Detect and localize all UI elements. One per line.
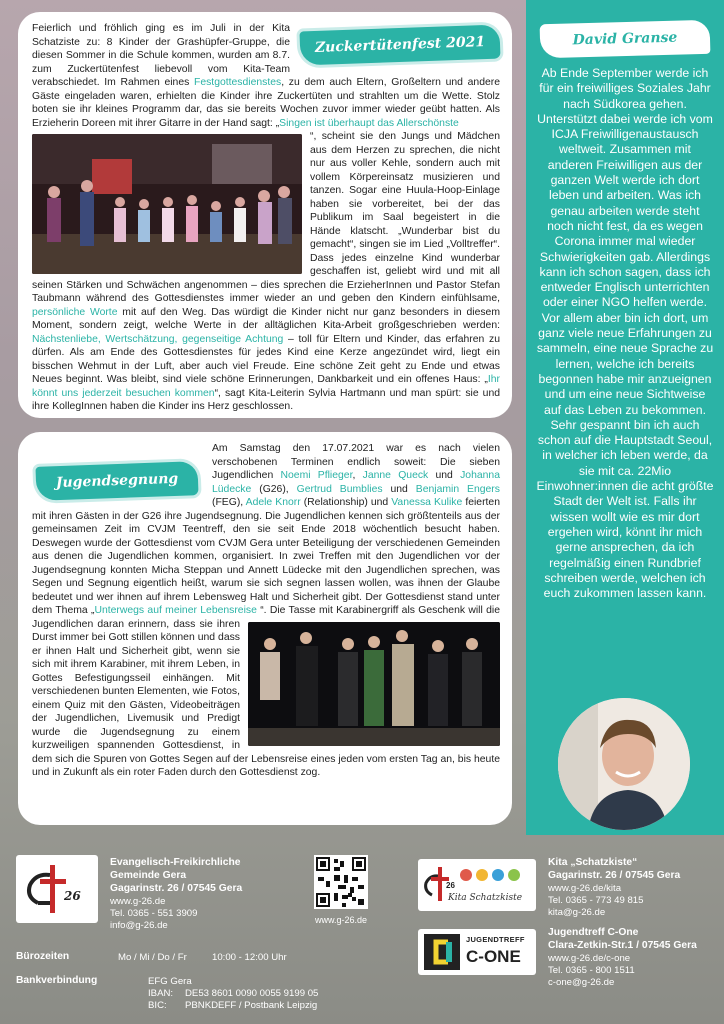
iban-label: IBAN: — [148, 988, 174, 999]
sidebar-text: Ab Ende September werde ich für ein freiwilliges Soziales Jahr nach Südkorea gehen. Unterstützt dabei werde ich vom ICJA Freiwilligenaustausch weltweit. Zusammen mit anderen Freiwilligen aus der ganzen Welt werde ich dort leben und arbeiten. Was ich genau arbeiten werde steht noch nicht fest, da es wegen Corona immer mal wieder Schwierigkeiten gab. Allerdings kann ich schon sagen, dass ich entweder Englisch unterrichten oder einer NGO helfen werde. Vor allem aber bin ich dort, um ganz viele neue Erfahrungen zu sammeln, eine neue Sprache zu lernen, welche ich bereits begonnen habe mir anzueignen und um eine neue Sichtweise auf das Leben zu bekommen. Sehr gespannt bin ich auch schon auf die Hauptstadt Seoul, in welcher ich leben werde, da sie mit ca. 22Mio Einwohner:innen die acht größte Stadt der Welt ist. Falls ihr wissen wollt wie es mir dort ergehen wird, könnt ihr mich gerne ansprechen, da ich regelmäßig einen Rundbrief schreiben werde, welchen ich euch zukommen lassen kann. — [536, 66, 714, 601]
name-highlight: Vanessa Kulike — [391, 497, 463, 509]
zuckertuetenfest-banner: Zuckertütenfest 2021 — [299, 25, 500, 66]
bank-label: Bankverbindung — [16, 975, 98, 986]
name-highlight: Gertrud Bumblies — [296, 483, 383, 495]
kita-children-photo — [32, 134, 302, 274]
g26-contact: Evangelisch-Freikirchliche Gemeinde Gera Gagarinstr. 26 / 07545 Gera www.g-26.de Tel. 0365 - 551 3909 info@g-26.de — [110, 857, 290, 932]
article-text-continued: “, scheint sie den Jungs und Mädchen aus dem Herzen zu sprechen, die nicht nur aus voller Kehle, sondern auch mit vollem Körpereinsatz musizieren und tanzen. Sogar eine Huula-Hoop-Einlage haben sie vorbereitet, bei der das Publikum im Saal begeistert in die Hände klatscht. „Wunderbar bist du gemacht“, singen sie im Lied „Volltreffer“. Dass jedes einzelne Kind wunderbar geschaffen ist, geliebt wird und mit all seinen Stärken und Schwächen angenommen – dies sprechen die ErzieherInnen und Pastor Stefan Taubmann während des Gottesdienstes immer wieder an und geben den Kindern einfühlsame, persönliche Worte mit auf den Weg. Das würdigt die Kinder nicht nur ganz besonders in diesem Moment, sondern zeigt, welche Werte in der alltäglichen Kita-Arbeit großgeschrieben werden: Nächstenliebe, Wertschätzung, gegenseitige Achtung – toll für Eltern und Kinder, das erfahren zu dürfen. Als am Ende des Gottesdienstes für jedes Kind eine Kerze angezündet wird, liegt ein bisschen Wehmut in der Luft, aber auch viel Freude. Eine schöne Zeit geht zu Ende und etwas Neues beginnt. Was bleibt, sind viele schöne Erinnerungen, Dankbarkeit und ein offenes Haus: „Ihr könnt uns jederzeit besuchen kommen“, sagt Kita-Leiterin Sylvia Hartmann und man spürt: sie und ihre KollegInnen haben die Kinder ins Herz geschlossen. — [32, 131, 500, 413]
footer — [0, 835, 724, 1024]
g26-logo — [16, 855, 98, 923]
office-time: 10:00 - 12:00 Uhr — [212, 952, 287, 963]
inline-highlight: persönliche Worte — [32, 306, 118, 318]
office-hours-label: Bürozeiten — [16, 951, 70, 962]
portrait-photo — [558, 698, 690, 830]
name-highlight: Benjamin Engers — [415, 483, 500, 495]
c-one-logo-top: JUGENDTREFF — [466, 935, 525, 944]
article-text: Feierlich und fröhlich ging es im Juli in der Kita Schatziste zu: 8 Kinder der Grashüpfer-Gruppe, die diesen Sommer in die Schule kommen, wurden am 8.7. zum Zuckertütenfest liebevoll vom Kita-Team verabschiedet. Im Rahmen eines Festgottesdienstes, zu dem auch Eltern, Großeltern und andere Gäste eingeladen waren, erhielten die Kinder ihre Zuckertüten und strahlten um die Wette. Stolz boten sie ihr kleines Programm dar, das sie bereits Wochen zuvor immer wieder geübt hatten. Als Erzieherin Doreen mit ihrer Gitarre in der Hand sagt: „Singen ist überhaupt das Allerschönste — [32, 23, 500, 129]
bic-value: PBNKDEFF / Postbank Leipzig — [185, 1000, 318, 1011]
c-one-logo — [418, 929, 536, 975]
inline-highlight: Festgottesdienstes — [193, 77, 282, 89]
name-highlight: Johanna Lüdecke — [212, 470, 500, 495]
kita-web-link[interactable]: www.g-26.de/kita — [548, 882, 622, 894]
qr-caption: www.g-26.de — [314, 915, 368, 925]
office-days: Mo / Mi / Do / Fr — [118, 952, 187, 963]
qr-code[interactable] — [314, 855, 368, 909]
youth-group-photo — [248, 622, 500, 746]
inline-highlight: Singen ist überhaupt das Allerschönste — [279, 117, 459, 129]
jugendsegnung-banner: Jugendsegnung — [35, 461, 198, 501]
c-one-web-link[interactable]: www.g-26.de/c-one — [548, 952, 631, 964]
iban-value: DE53 8601 0090 0055 9199 05 — [185, 988, 319, 999]
sidebar-david-granse — [526, 0, 724, 835]
c-one-contact: Jugendtreff C-One Clara-Zetkin-Str.1 / 07545 Gera www.g-26.de/c-one Tel. 0365 - 800 1511 c-one@g-26.de — [548, 927, 718, 989]
name-highlight: Adele Knorr — [245, 497, 301, 509]
kita-schatzkiste-logo — [418, 859, 536, 911]
inline-highlight: Nächstenliebe, Wertschätzung, gegenseitige Achtung — [32, 333, 284, 345]
article-zuckertuetenfest — [18, 12, 512, 418]
kita-logo-caption: Kita Schatzkiste — [448, 893, 523, 903]
name-highlight: Noemi Pflieger — [280, 470, 353, 482]
kita-email-link[interactable]: kita@g-26.de — [548, 906, 606, 918]
kita-logo-number: 26 — [446, 881, 455, 890]
g26-email-link[interactable]: info@g-26.de — [110, 919, 168, 931]
kita-contact: Kita „Schatzkiste“ Gagarinstr. 26 / 07545 Gera www.g-26.de/kita Tel. 0365 - 773 49 815 kita@g-26.de — [548, 857, 718, 919]
bank-name: EFG Gera — [148, 976, 192, 987]
g26-logo-text: 26 — [64, 889, 81, 903]
bic-label: BIC: — [148, 1000, 167, 1011]
article-jugendsegnung — [18, 432, 512, 825]
name-highlight: Janne Queck — [362, 470, 429, 482]
g26-web-link[interactable]: www.g-26.de — [110, 895, 166, 907]
c-one-email-link[interactable]: c-one@g-26.de — [548, 976, 615, 988]
sidebar-name-banner: David Granse — [540, 20, 711, 58]
c-one-logo-main: C-ONE — [466, 947, 521, 966]
theme-highlight: Unterwegs auf meiner Lebensreise — [94, 605, 257, 617]
article-text: Am Samstag den 17.07.2021 war es nach vielen verschobenen Terminen endlich soweit: Die sieben Jugendlichen Noemi Pflieger, Janne Queck und Johanna Lüdecke (G26), Gertrud Bumblies und Benjamin Engers (FEG), Adele Knorr (Relationship) und Vanessa Kulike feierten mit ihren Gästen in der G26 ihre Jugendsegnung. Die Jugendlichen kennen sich größtenteils aus der gemeinsamen Zeit im CVJM Teentreff, den sie seit Ende 2018 wöchentlich besucht haben. Deswegen wurde der Gottesdienst vom CVJM Gera unter Beteiligung der verschiedenen Gemeinden aus denen die Jugendlichen kommen, organisiert. In zwei Treffen mit den Jugendlichen vor der Jugendsegnung konnten Micha Steppan und Annett Lüdecke mit den Jugendlichen sprechen, was Segen und Segnung eigentlich heißt, warum sie sich segnen lassen wollen, was ihnen der Glaube bedeutet und wer ihnen auf ihrem Lebensweg Halt und Sicherheit gibt. Der Gottesdienst stand unter dem Thema „Unterwegs auf meiner Lebensreise “. Die Tasse mit Karabinergriff als Geschenk will die Jugendlichen daran erinnern, dass sie ihren Durst immer bei Gott stillen können und dass er ihnen Halt und Sicherheit gibt, wenn sie sich mit ihrem Karabiner, mit ihrem Leben, in Gottes Befestigungsseil einhängen. Mit verschiedenen bunten Elementen, wie Fotos, einem Quiz mit den Gästen, Videobeiträgen der Jugendlichen, Livemusik und Predigt wurde die Jugendsegnung zu einem kurzweiligen spannenden Gottesdienst, in dem sich die Spuren von Gottes Segen auf der Lebensreise eines jeden vom ersten Tag an, bis heute und in Zukunft als ein roter Faden durch den Gottesdienst zog. — [32, 443, 500, 779]
inline-highlight: Ihr könnt uns jederzeit besuchen kommen — [32, 374, 500, 399]
